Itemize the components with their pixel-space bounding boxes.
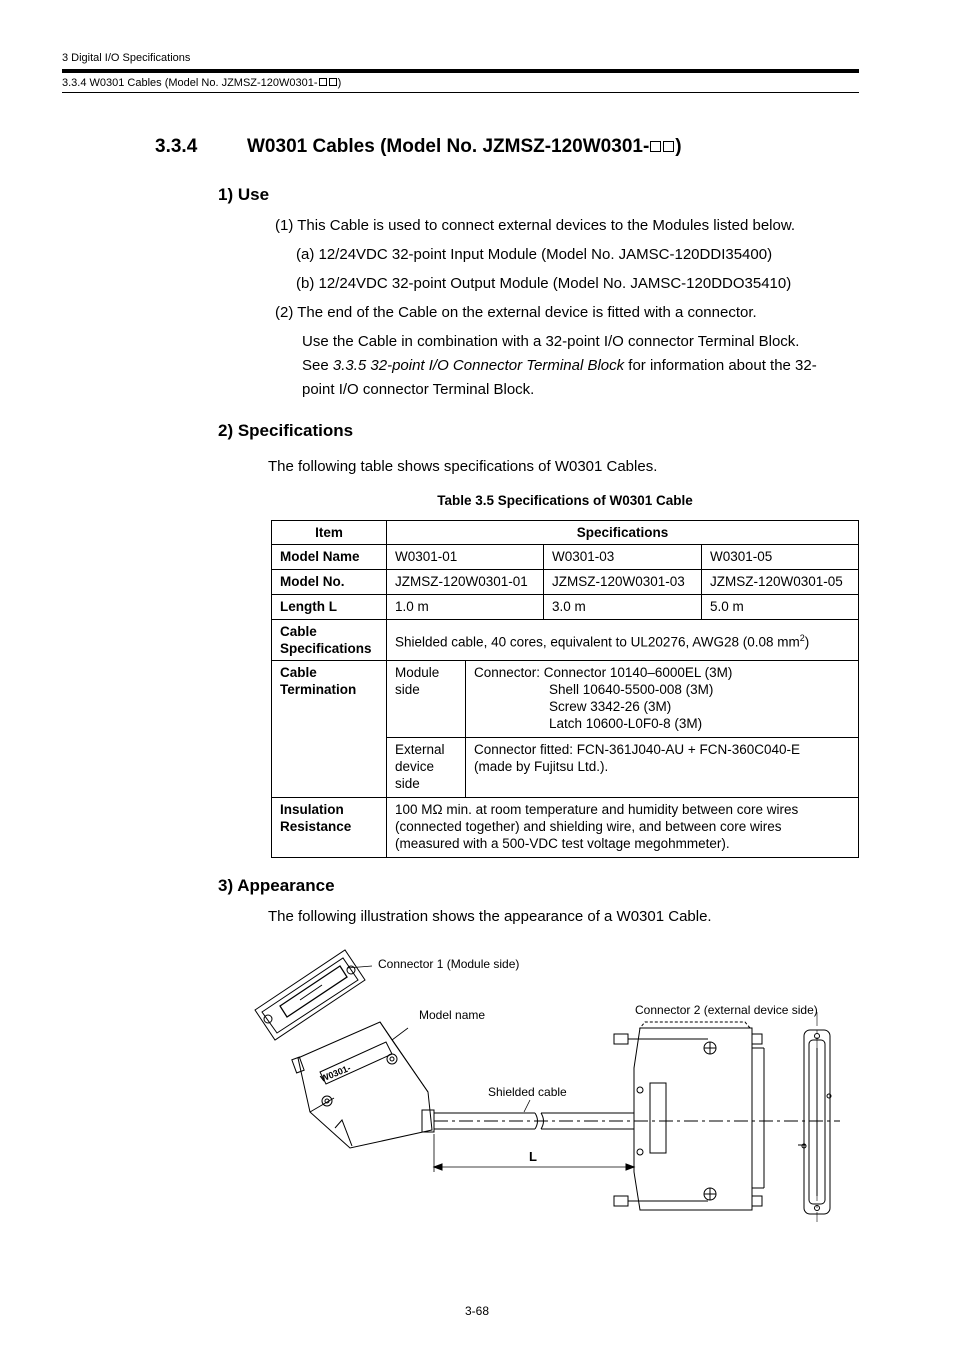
section-number: 3.3.4 bbox=[155, 136, 198, 157]
table-cell: 3.0 m bbox=[544, 595, 702, 620]
row-label-cable-termination: Cable Termination bbox=[272, 661, 387, 798]
use-item-2-line3: point I/O connector Terminal Block. bbox=[302, 381, 535, 398]
label-connector-2: Connector 2 (external device side) bbox=[635, 1003, 818, 1017]
connector-2-side bbox=[614, 1022, 764, 1210]
appearance-intro: The following illustration shows the appearance of a W0301 Cable. bbox=[268, 908, 712, 925]
table-cell: JZMSZ-120W0301-05 bbox=[702, 570, 859, 595]
external-side-label: External device side bbox=[387, 738, 466, 797]
label-length: L bbox=[529, 1149, 537, 1164]
module-side-label: Module side bbox=[387, 661, 466, 737]
use-item-2: (2) The end of the Cable on the external device is fitted with a connector. bbox=[275, 304, 757, 321]
specifications-intro: The following table shows specifications of W0301 Cables. bbox=[268, 458, 658, 475]
running-header-section: 3.3.4 W0301 Cables (Model No. JZMSZ-120W0301- ) bbox=[62, 77, 342, 89]
page-number: 3-68 bbox=[464, 1304, 490, 1318]
external-side-connector: Connector fitted: FCN-361J040-AU + FCN-360C040-E (made by Fujitsu Ltd.). bbox=[474, 742, 801, 774]
table-cell: W0301-05 bbox=[702, 545, 859, 570]
length-dimension bbox=[434, 1134, 634, 1172]
appearance-heading: 3) Appearance bbox=[218, 876, 335, 895]
label-shielded-cable: Shielded cable bbox=[488, 1085, 567, 1099]
table-cell: JZMSZ-120W0301-03 bbox=[544, 570, 702, 595]
use-item-2-line1: Use the Cable in combination with a 32-point I/O connector Terminal Block. bbox=[302, 333, 800, 350]
row-label-cable-specifications: Cable Specifications bbox=[272, 620, 387, 661]
row-label-insulation-resistance: Insulation Resistance bbox=[272, 798, 387, 858]
table-cell: 100 MΩ min. at room temperature and humidity between core wires (connected together) and shielding wire, and between core wires (measured with a 500-VDC test voltage megohmmeter). bbox=[387, 798, 859, 858]
module-side-connector: Connector: Connector 10140–6000EL (3M) Shell 10640-5500-008 (3M) Screw 3342-26 (3M) Latch 10600-L0F0-8 (3M) bbox=[474, 665, 733, 731]
table-cell: Shielded cable, 40 cores, equivalent to UL20276, AWG28 (0.08 $mm^2$) bbox=[387, 620, 859, 661]
column-header-specifications: Specifications bbox=[387, 521, 859, 545]
use-item-1: (1) This Cable is used to connect external devices to the Modules listed below. bbox=[275, 217, 796, 234]
table-cell: 5.0 m bbox=[702, 595, 859, 620]
section-title: W0301 Cables (Model No. JZMSZ-120W0301- ) bbox=[247, 136, 682, 157]
shielded-cable bbox=[422, 1110, 840, 1132]
row-label-model-name: Model Name bbox=[272, 545, 387, 570]
table-cell: JZMSZ-120W0301-01 bbox=[387, 570, 544, 595]
column-header-item: Item bbox=[272, 521, 387, 545]
table-cell: 1.0 m bbox=[387, 595, 544, 620]
running-header-chapter: 3 Digital I/O Specifications bbox=[62, 52, 191, 64]
table-cell: W0301-01 bbox=[387, 545, 544, 570]
cross-reference: 3.3.5 32-point I/O Connector Terminal Block bbox=[332, 357, 625, 374]
table-caption: Table 3.5 Specifications of W0301 Cable bbox=[437, 493, 693, 508]
row-label-model-no: Model No. bbox=[272, 570, 387, 595]
connector-1-front bbox=[255, 950, 365, 1040]
label-model-name: Model name bbox=[419, 1008, 486, 1022]
specifications-heading: 2) Specifications bbox=[218, 421, 354, 440]
table-cell: W0301-03 bbox=[544, 545, 702, 570]
row-label-length: Length L bbox=[272, 595, 387, 620]
label-connector-1: Connector 1 (Module side) bbox=[378, 957, 520, 971]
use-heading: 1) Use bbox=[218, 185, 270, 204]
use-item-2-line2: See 3.3.5 32-point I/O Connector Terminal Block for information about the 32- bbox=[302, 357, 817, 374]
connector-2-front bbox=[798, 1012, 831, 1222]
connector-1-body bbox=[292, 1022, 432, 1148]
use-item-1b: (b) 12/24VDC 32-point Output Module (Model No. JAMSC-120DDO35410) bbox=[296, 275, 792, 292]
use-item-1a: (a) 12/24VDC 32-point Input Module (Model No. JAMSC-120DDI35400) bbox=[296, 246, 773, 263]
connector-model-marking: W0301- bbox=[319, 1062, 352, 1084]
